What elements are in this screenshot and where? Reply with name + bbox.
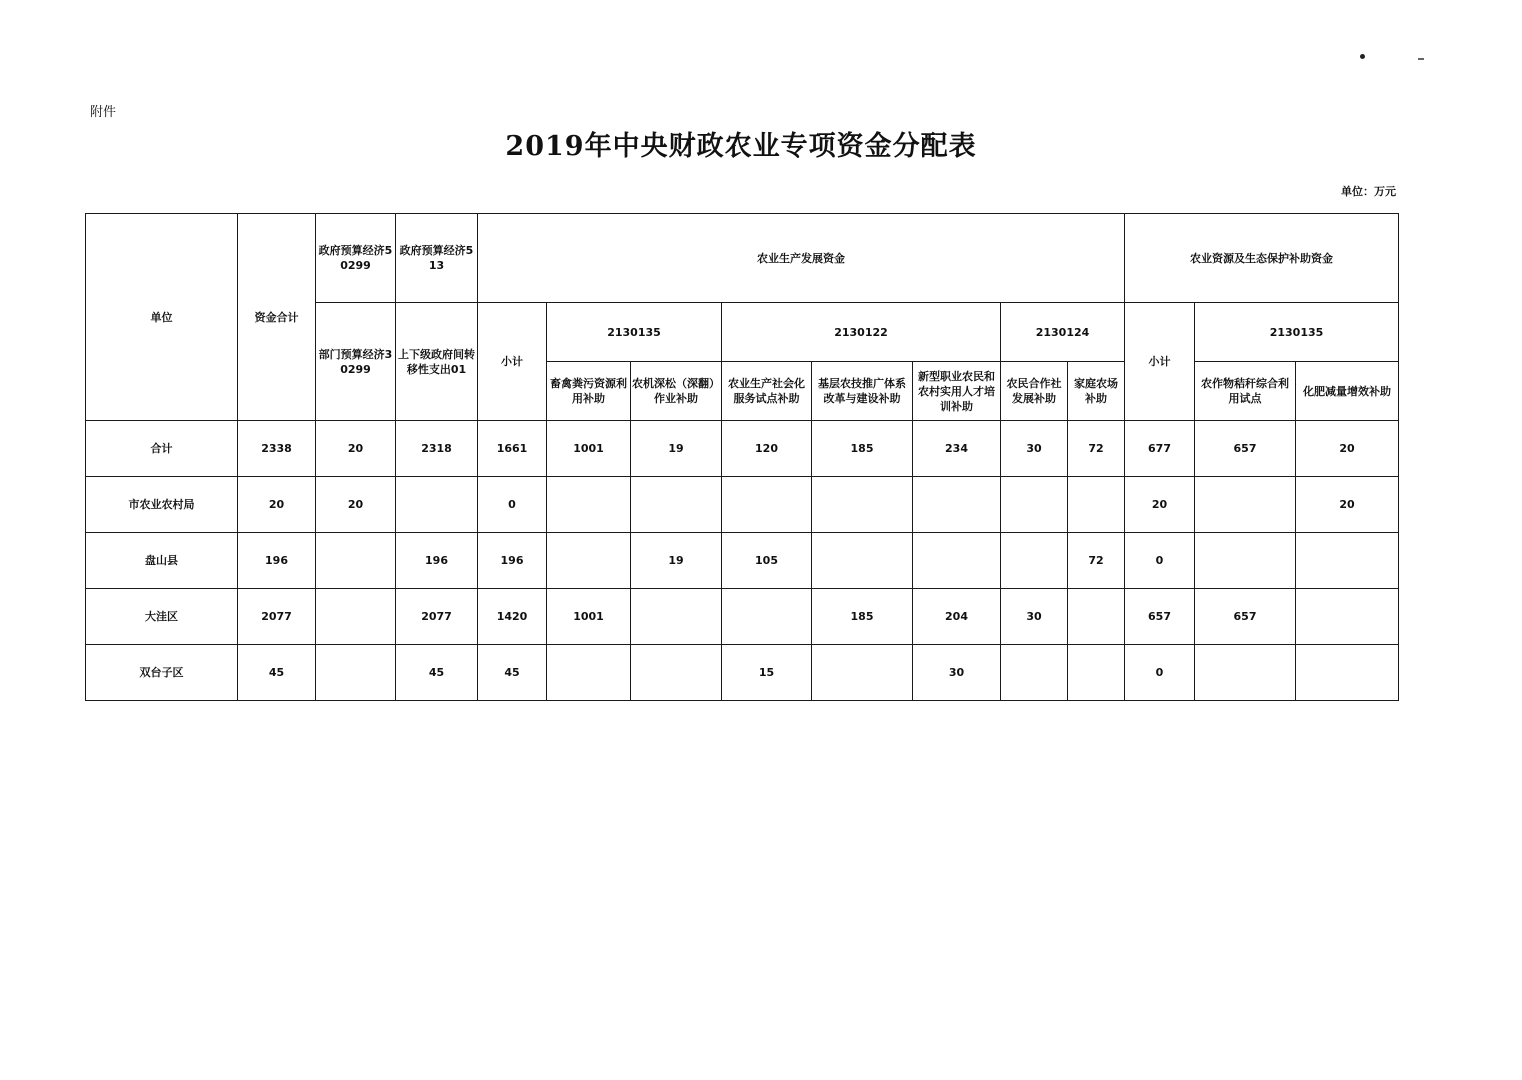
cell-deep-tillage: 19	[631, 421, 722, 477]
cell-subtotal: 0	[478, 477, 547, 533]
cell-new-farmer	[913, 477, 1001, 533]
cell-50299	[316, 589, 396, 645]
header-livestock-manure: 畜禽粪污资源利用补助	[547, 362, 631, 421]
cell-livestock-manure: 1001	[547, 421, 631, 477]
cell-subtotal-resource: 20	[1125, 477, 1195, 533]
cell-extension-reform	[812, 477, 913, 533]
cell-total: 2077	[238, 589, 316, 645]
cell-socialized-service: 15	[722, 645, 812, 701]
row-unit-name: 市农业农村局	[86, 477, 238, 533]
cell-subtotal-resource: 657	[1125, 589, 1195, 645]
header-straw-utilization: 农作物秸秆综合利用试点	[1195, 362, 1296, 421]
cell-new-farmer: 204	[913, 589, 1001, 645]
scan-speck	[1360, 54, 1365, 59]
header-cooperative: 农民合作社发展补助	[1001, 362, 1068, 421]
header-group-production: 农业生产发展资金	[478, 214, 1125, 303]
cell-extension-reform	[812, 533, 913, 589]
cell-deep-tillage: 19	[631, 533, 722, 589]
header-code-2130122: 2130122	[722, 303, 1001, 362]
cell-straw-utilization	[1195, 645, 1296, 701]
header-code-2130124: 2130124	[1001, 303, 1125, 362]
annex-label: 附件	[90, 105, 117, 120]
header-extension-reform: 基层农技推广体系改革与建设补助	[812, 362, 913, 421]
cell-total: 20	[238, 477, 316, 533]
cell-family-farm: 72	[1068, 421, 1125, 477]
cell-50299: 20	[316, 421, 396, 477]
header-group-resource: 农业资源及生态保护补助资金	[1125, 214, 1399, 303]
cell-subtotal: 1661	[478, 421, 547, 477]
scan-speck	[1418, 58, 1424, 60]
cell-extension-reform: 185	[812, 421, 913, 477]
cell-straw-utilization	[1195, 477, 1296, 533]
cell-50299	[316, 645, 396, 701]
row-unit-name: 盘山县	[86, 533, 238, 589]
cell-cooperative: 30	[1001, 589, 1068, 645]
header-total-funds: 资金合计	[238, 214, 316, 421]
cell-subtotal-resource: 0	[1125, 533, 1195, 589]
cell-fertilizer-reduction	[1296, 589, 1399, 645]
cell-family-farm	[1068, 645, 1125, 701]
cell-fertilizer-reduction	[1296, 533, 1399, 589]
cell-extension-reform: 185	[812, 589, 913, 645]
header-family-farm: 家庭农场补助	[1068, 362, 1125, 421]
cell-cooperative: 30	[1001, 421, 1068, 477]
cell-socialized-service: 120	[722, 421, 812, 477]
table-row	[86, 533, 1399, 589]
cell-total: 45	[238, 645, 316, 701]
table-row	[86, 589, 1399, 645]
cell-livestock-manure	[547, 477, 631, 533]
header-gov-budget-513: 政府预算经济513	[396, 214, 478, 303]
cell-family-farm: 72	[1068, 533, 1125, 589]
cell-straw-utilization	[1195, 533, 1296, 589]
cell-subtotal: 45	[478, 645, 547, 701]
header-code-2130135-resource: 2130135	[1195, 303, 1399, 362]
header-unit: 单位	[86, 214, 238, 421]
allocation-table	[85, 213, 1399, 701]
header-fertilizer-reduction: 化肥减量增效补助	[1296, 362, 1399, 421]
cell-extension-reform	[812, 645, 913, 701]
table-row	[86, 421, 1399, 477]
cell-family-farm	[1068, 589, 1125, 645]
cell-cooperative	[1001, 645, 1068, 701]
cell-new-farmer: 234	[913, 421, 1001, 477]
cell-cooperative	[1001, 477, 1068, 533]
cell-513: 196	[396, 533, 478, 589]
cell-deep-tillage	[631, 645, 722, 701]
row-unit-name: 合计	[86, 421, 238, 477]
header-deep-tillage: 农机深松（深翻）作业补助	[631, 362, 722, 421]
cell-deep-tillage	[631, 589, 722, 645]
cell-subtotal: 196	[478, 533, 547, 589]
header-dept-budget-30299: 部门预算经济30299	[316, 303, 396, 421]
header-transfer-expense: 上下级政府间转移性支出01	[396, 303, 478, 421]
cell-socialized-service	[722, 477, 812, 533]
table-row	[86, 477, 1399, 533]
cell-livestock-manure	[547, 645, 631, 701]
cell-new-farmer	[913, 533, 1001, 589]
cell-straw-utilization: 657	[1195, 421, 1296, 477]
unit-label: 单位：万元	[1341, 185, 1396, 198]
header-subtotal: 小计	[478, 303, 547, 421]
header-socialized-service: 农业生产社会化服务试点补助	[722, 362, 812, 421]
header-code-2130135: 2130135	[547, 303, 722, 362]
cell-deep-tillage	[631, 477, 722, 533]
cell-50299: 20	[316, 477, 396, 533]
row-unit-name: 大洼区	[86, 589, 238, 645]
table-row	[86, 645, 1399, 701]
cell-new-farmer: 30	[913, 645, 1001, 701]
cell-513	[396, 477, 478, 533]
cell-fertilizer-reduction: 20	[1296, 421, 1399, 477]
cell-straw-utilization: 657	[1195, 589, 1296, 645]
cell-total: 2338	[238, 421, 316, 477]
cell-513: 2318	[396, 421, 478, 477]
cell-subtotal-resource: 0	[1125, 645, 1195, 701]
cell-family-farm	[1068, 477, 1125, 533]
cell-513: 2077	[396, 589, 478, 645]
cell-subtotal-resource: 677	[1125, 421, 1195, 477]
cell-livestock-manure	[547, 533, 631, 589]
cell-socialized-service	[722, 589, 812, 645]
cell-fertilizer-reduction	[1296, 645, 1399, 701]
header-new-farmer-training: 新型职业农民和农村实用人才培训补助	[913, 362, 1001, 421]
cell-total: 196	[238, 533, 316, 589]
cell-513: 45	[396, 645, 478, 701]
cell-socialized-service: 105	[722, 533, 812, 589]
cell-fertilizer-reduction: 20	[1296, 477, 1399, 533]
header-subtotal-resource: 小计	[1125, 303, 1195, 421]
cell-livestock-manure: 1001	[547, 589, 631, 645]
page-title: 2019年中央财政农业专项资金分配表	[505, 131, 977, 162]
cell-subtotal: 1420	[478, 589, 547, 645]
cell-cooperative	[1001, 533, 1068, 589]
cell-50299	[316, 533, 396, 589]
row-unit-name: 双台子区	[86, 645, 238, 701]
header-gov-budget-50299: 政府预算经济50299	[316, 214, 396, 303]
